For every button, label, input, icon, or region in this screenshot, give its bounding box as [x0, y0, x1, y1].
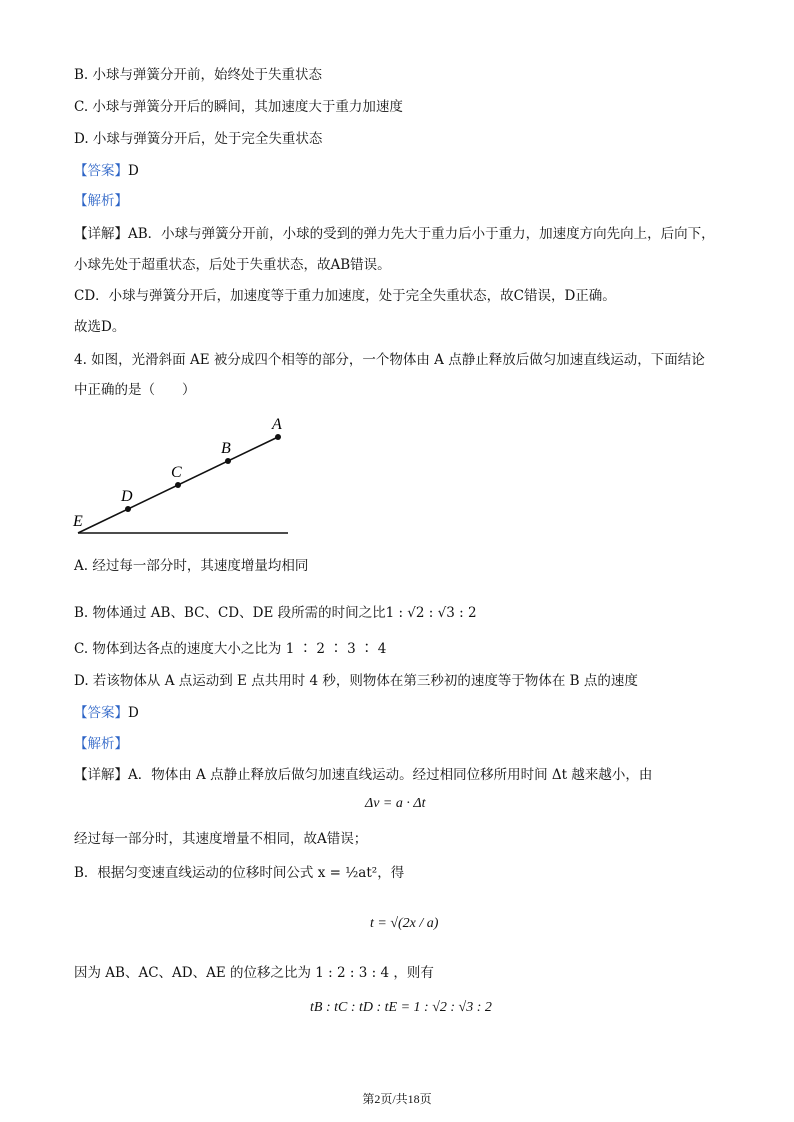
page-footer: 第2页/共18页: [362, 1092, 432, 1106]
q3-detail-line4: 故选D。: [74, 319, 126, 335]
point-d: [125, 506, 131, 512]
point-a: [275, 434, 281, 440]
q4-option-c: C. 物体到达各点的速度大小之比为 1 ∶ 2 ∶ 3 ∶ 4: [74, 641, 387, 657]
q3-option-c: C. 小球与弹簧分开后的瞬间，其加速度大于重力加速度: [74, 99, 403, 115]
q3-detail-line1: 【详解】AB．小球与弹簧分开前，小球的受到的弹力先大于重力后小于重力，加速度方向先向上，后向下，: [74, 226, 715, 242]
point-c: [175, 482, 181, 488]
label-d: D: [121, 488, 133, 505]
q4-analysis-label: 【解析】: [74, 736, 128, 752]
q4-option-b: B. 物体通过 AB、BC、CD、DE 段所需的时间之比1 : √2 : √3 : 2: [74, 605, 477, 621]
incline-figure: [70, 410, 300, 545]
q4-stem-line2: 中正确的是（ ）: [74, 382, 196, 398]
q4-option-a: A. 经过每一部分时，其速度增量均相同: [74, 558, 309, 574]
q4-answer: [74, 704, 139, 722]
equation-time-ratio: tB : tC : tD : tE = 1 : √2 : √3 : 2: [310, 1000, 492, 1015]
q3-option-b: B. 小球与弹簧分开前，始终处于失重状态: [74, 67, 323, 83]
equation-t: t = √(2x / a): [370, 916, 439, 931]
point-b: [225, 458, 231, 464]
q4-detail-a: 【详解】A．物体由 A 点静止释放后做匀加速直线运动。经过相同位移所用时间 Δt 越来越小，由: [74, 767, 653, 783]
answer-label: 【答案】: [74, 163, 128, 179]
answer-label: 【答案】: [74, 705, 128, 721]
q3-detail-line3: CD．小球与弹簧分开后，加速度等于重力加速度，处于完全失重状态，故C错误，D正确。: [74, 288, 616, 304]
q4-option-d: D. 若该物体从 A 点运动到 E 点共用时 4 秒，则物体在第三秒初的速度等于物体在 B 点的速度: [74, 673, 638, 689]
q4-detail-b2: 因为 AB、AC、AD、AE 的位移之比为 1 : 2 : 3 : 4 ，则有: [74, 965, 434, 981]
q4-stem-line1: 4. 如图，光滑斜面 AE 被分成四个相等的部分，一个物体由 A 点静止释放后做匀加速直线运动，下面结论: [74, 352, 705, 368]
label-b: B: [221, 440, 231, 457]
answer-value: D: [128, 163, 139, 179]
answer-value: D: [128, 705, 139, 721]
q3-analysis-label: 【解析】: [74, 193, 128, 209]
q4-detail-b: B．根据匀变速直线运动的位移时间公式 x = ½at²，得: [74, 865, 405, 881]
q3-answer: [74, 162, 139, 180]
label-e: E: [73, 513, 83, 530]
equation-delta-v: Δv = a · Δt: [365, 796, 426, 811]
q4-detail-a2: 经过每一部分时，其速度增量不相同，故A错误；: [74, 831, 368, 847]
label-c: C: [171, 464, 182, 481]
label-a: A: [272, 416, 282, 433]
q3-option-d: D. 小球与弹簧分开后，处于完全失重状态: [74, 131, 323, 147]
q3-detail-line2: 小球先处于超重状态，后处于失重状态，故AB错误。: [74, 257, 391, 273]
